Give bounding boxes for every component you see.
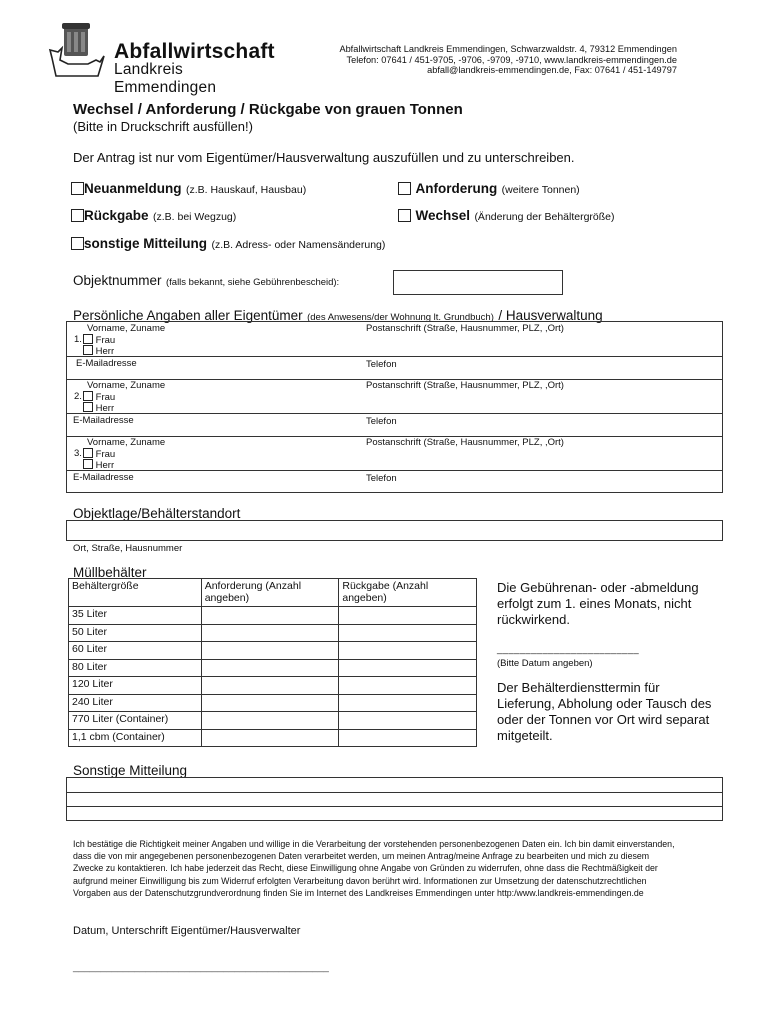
owner-2-herr-checkbox[interactable]	[83, 402, 93, 412]
rueckgabe-cell[interactable]	[339, 624, 477, 642]
rueckgabe-cell[interactable]	[339, 729, 477, 747]
owner-3-email-label: E-Mailadresse	[73, 472, 134, 483]
sonstige-heading: Sonstige Mitteilung	[73, 763, 188, 778]
divider	[67, 792, 722, 793]
option-anforderung-label: Anforderung	[415, 181, 498, 196]
owner-1-herr[interactable]	[83, 345, 114, 357]
column-header-anforderung: Anforderung (Anzahl angeben)	[201, 579, 339, 607]
anforderung-cell[interactable]	[201, 729, 339, 747]
date-hint: (Bitte Datum angeben)	[497, 658, 593, 669]
owner-1-herr-label: Herr	[95, 346, 115, 357]
anforderung-cell[interactable]	[201, 694, 339, 712]
objektnummer-note: (falls bekannt, siehe Gebührenbescheid):	[165, 277, 340, 288]
size-cell: 60 Liter	[69, 642, 202, 660]
page-subtitle: (Bitte in Druckschrift ausfüllen!)	[73, 119, 253, 134]
column-header-rueckgabe: Rückgabe (Anzahl angeben)	[339, 579, 477, 607]
option-rueckgabe[interactable]	[71, 207, 236, 225]
owners-heading-main: Persönliche Angaben aller Eigentümer	[73, 308, 303, 323]
signature-label: Datum, Unterschrift Eigentümer/Hausverwalter	[73, 925, 301, 937]
checkbox-neuanmeldung[interactable]	[71, 182, 84, 195]
header-address	[257, 44, 677, 76]
option-wechsel-note: (Änderung der Behältergröße)	[474, 211, 615, 223]
table-row	[69, 677, 477, 695]
anforderung-cell[interactable]	[201, 659, 339, 677]
table-row	[69, 624, 477, 642]
column-header-size: Behältergröße	[69, 579, 202, 607]
muellbehaelter-heading: Müllbehälter	[73, 565, 147, 580]
option-sonstige-label: sonstige Mitteilung	[84, 236, 207, 251]
owners-heading-note: (des Anwesens/der Wohnung lt. Grundbuch)	[307, 312, 494, 323]
objektnummer-label	[73, 272, 339, 290]
checkbox-anforderung[interactable]	[398, 182, 411, 195]
objektnummer-input[interactable]	[393, 270, 563, 295]
owner-2-number: 2.	[74, 391, 82, 402]
location-heading: Objektlage/Behälterstandort	[73, 506, 241, 521]
option-sonstige-note: (z.B. Adress- oder Namensänderung)	[211, 239, 386, 251]
address-line-1: Abfallwirtschaft Landkreis Emmendingen, Schwarzwaldstr. 4, 79312 Emmendingen	[339, 44, 677, 54]
anforderung-cell[interactable]	[201, 642, 339, 660]
table-row	[69, 712, 477, 730]
divider	[67, 356, 722, 357]
sonstige-input[interactable]	[66, 777, 723, 821]
divider	[67, 413, 722, 414]
checkbox-wechsel[interactable]	[398, 209, 411, 222]
waste-bin-logo-icon	[48, 20, 108, 78]
objektnummer-title: Objektnummer	[73, 273, 162, 288]
anforderung-cell[interactable]	[201, 712, 339, 730]
option-wechsel-label: Wechsel	[415, 208, 470, 223]
table-header-row	[69, 579, 477, 607]
owner-1-frau-label: Frau	[95, 335, 116, 346]
option-neuanmeldung[interactable]	[71, 180, 306, 198]
owner-3-herr[interactable]	[83, 459, 114, 471]
address-line-2: Telefon: 07641 / 451-9705, -9706, -9709, -9710, www.landkreis-emmendingen.de	[346, 54, 677, 65]
size-cell: 50 Liter	[69, 624, 202, 642]
table-row	[69, 659, 477, 677]
size-cell: 120 Liter	[69, 677, 202, 695]
owners-heading-tail: / Hausverwaltung	[498, 308, 603, 323]
option-sonstige[interactable]	[71, 235, 385, 253]
owner-1-email-label: E-Mailadresse	[76, 358, 137, 369]
checkbox-sonstige[interactable]	[71, 237, 84, 250]
intro-text: Der Antrag ist nur vom Eigentümer/Hausverwaltung auszufüllen und zu unterschreiben.	[73, 150, 575, 165]
option-rueckgabe-note: (z.B. bei Wegzug)	[152, 211, 237, 223]
owner-2-frau-checkbox[interactable]	[83, 391, 93, 401]
owner-1-frau-checkbox[interactable]	[83, 334, 93, 344]
option-neuanmeldung-note: (z.B. Hauskauf, Hausbau)	[185, 184, 307, 196]
owner-2-herr-label: Herr	[95, 403, 115, 414]
owner-2-address-label: Postanschrift (Straße, Hausnummer, PLZ, ,Ort)	[366, 380, 564, 391]
owner-1-address-label: Postanschrift (Straße, Hausnummer, PLZ, ,Ort)	[366, 323, 564, 334]
owner-2-phone-label: Telefon	[366, 416, 397, 427]
owner-3-address-label: Postanschrift (Straße, Hausnummer, PLZ, ,Ort)	[366, 437, 564, 448]
option-anforderung[interactable]	[398, 180, 580, 198]
owner-3-herr-checkbox[interactable]	[83, 459, 93, 469]
owner-1-herr-checkbox[interactable]	[83, 345, 93, 355]
anforderung-cell[interactable]	[201, 624, 339, 642]
size-cell: 1,1 cbm (Container)	[69, 729, 202, 747]
address-line-3: abfall@landkreis-emmendingen.de, Fax: 07641 / 451-149797	[427, 65, 677, 75]
size-cell: 770 Liter (Container)	[69, 712, 202, 730]
owner-3-frau-label: Frau	[95, 449, 116, 460]
rueckgabe-cell[interactable]	[339, 659, 477, 677]
owner-1-phone-label: Telefon	[366, 359, 397, 370]
owner-2-frau-label: Frau	[95, 392, 116, 403]
owner-3-frau-checkbox[interactable]	[83, 448, 93, 458]
owner-2-herr[interactable]	[83, 402, 114, 414]
size-cell: 80 Liter	[69, 659, 202, 677]
rueckgabe-cell[interactable]	[339, 607, 477, 625]
owner-3-phone-label: Telefon	[366, 473, 397, 484]
date-line[interactable]: _________________________	[497, 644, 640, 655]
table-row	[69, 607, 477, 625]
billing-note: Die Gebührenan- oder -abmeldung erfolgt zum 1. eines Monats, nicht rückwirkend.	[497, 580, 699, 627]
logo	[48, 20, 275, 96]
owner-2-name-label: Vorname, Zuname	[87, 380, 166, 391]
consent-text: Ich bestätige die Richtigkeit meiner Angaben und willige in die Verarbeitung der vorstehenden personenbezogenen Daten ein. Ich bin damit einverstanden, dass die von mir angegebenen personenbezogenen Daten verarbeitet werden, um meinen Antrag/meine Anfrage zu bearbeiten und mich zu diesem Zwecke zu kontaktieren. Ich habe jederzeit das Recht, diese Einwilligung ohne Angabe von Gründen zu widerrufen, ohne dass die Rechtmäßigkeit der aufgrund meiner Einwilligung bis zum Widerruf erfolgten Verarbeitung davon berührt wird. Informationen zur Umsetzung der datenschutzrechtlichen Vorgaben aus der Datenschutzgrundverordnung finden Sie im Internet des Landkreises Emmendingen unter http:/www.landkreis-emmendingen.de	[73, 839, 675, 898]
divider	[67, 470, 722, 471]
option-rueckgabe-label: Rückgabe	[84, 208, 149, 223]
owner-3-herr-label: Herr	[95, 460, 115, 471]
service-note: Der Behälterdiensttermin für Lieferung, Abholung oder Tausch des oder der Tonnen vor Ort wird separat mitgeteilt.	[497, 680, 712, 743]
logo-subtitle: Landkreis Emmendingen	[114, 61, 217, 96]
divider	[67, 806, 722, 807]
owner-3-number: 3.	[74, 448, 82, 459]
location-caption: Ort, Straße, Hausnummer	[73, 543, 183, 554]
table-row	[69, 694, 477, 712]
owner-3-name-label: Vorname, Zuname	[87, 437, 166, 448]
rueckgabe-cell[interactable]	[339, 677, 477, 695]
option-anforderung-note: (weitere Tonnen)	[501, 184, 580, 196]
owner-2-email-label: E-Mailadresse	[73, 415, 134, 426]
owner-1-name-label: Vorname, Zuname	[87, 323, 166, 334]
anforderung-cell[interactable]	[201, 607, 339, 625]
option-neuanmeldung-label: Neuanmeldung	[84, 181, 182, 196]
page-title: Wechsel / Anforderung / Rückgabe von grauen Tonnen	[73, 101, 463, 118]
location-input[interactable]	[66, 520, 723, 541]
size-cell: 35 Liter	[69, 607, 202, 625]
size-cell: 240 Liter	[69, 694, 202, 712]
anforderung-cell[interactable]	[201, 677, 339, 695]
rueckgabe-cell[interactable]	[339, 694, 477, 712]
checkbox-rueckgabe[interactable]	[71, 209, 84, 222]
table-row	[69, 642, 477, 660]
logo-title: Abfallwirtschaft	[114, 40, 275, 63]
option-wechsel[interactable]	[398, 207, 615, 225]
rueckgabe-cell[interactable]	[339, 642, 477, 660]
table-row	[69, 729, 477, 747]
signature-line[interactable]: ______________________________________________	[73, 962, 329, 973]
muellbehaelter-table	[68, 578, 477, 747]
owners-table	[66, 321, 723, 493]
rueckgabe-cell[interactable]	[339, 712, 477, 730]
owner-1-number: 1.	[74, 334, 82, 345]
